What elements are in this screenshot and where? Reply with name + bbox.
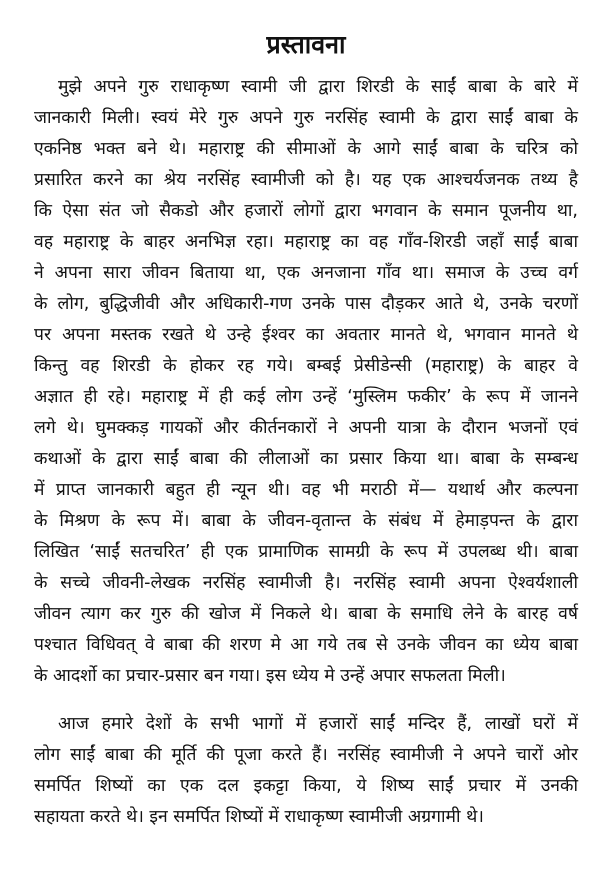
text-line: एकनिष्ठ भक्त बने थे। महाराष्ट्र की सीमाओं के आगे साईं बाबा के चरित्र को	[34, 139, 578, 159]
text-line: अज्ञात ही रहे। महाराष्ट्र में ही कई लोग उन्हें ‘मुस्लिम फकीर’ के रूप में जानने	[34, 387, 578, 407]
text-line: जीवन त्याग कर गुरु की खोज में निकले थे। बाबा के समाधि लेने के बारह वर्ष	[34, 604, 578, 624]
text-line: कथाओं के द्वारा साईं बाबा की लीलाओं का प्रसार किया था। बाबा के सम्बन्ध	[34, 449, 578, 469]
text-line: वह महाराष्ट्र के बाहर अनभिज्ञ रहा। महाराष्ट्र का वह गाँव-शिरडी जहाँ साईं बाबा	[34, 232, 578, 252]
text-line: के सच्चे जीवनी-लेखक नरसिंह स्वामीजी है। नरसिंह स्वामी अपना ऐश्वर्यशाली	[34, 573, 578, 593]
text-line: के आदर्शो का प्रचार-प्रसार बन गया। इस ध्येय मे उन्हें अपार सफलता मिली।	[34, 666, 506, 686]
text-line: के लोग, बुद्धिजीवी और अधिकारी-गण उनके पास दौड़कर आते थे, उनके चरणों	[34, 294, 578, 314]
text-line: लोग साईं बाबा की मूर्ति की पूजा करते हैं। नरसिंह स्वामीजी ने अपने चारों ओर	[34, 745, 578, 765]
text-line: जानकारी मिली। स्वयं मेरे गुरु अपने गुरु नरसिंह स्वामी के द्वारा साईं बाबा के	[34, 108, 578, 128]
paragraph-2	[34, 709, 578, 833]
text-line: समर्पित शिष्यों का एक दल इकट्टा किया, ये शिष्य साईं प्रचार में उनकी	[34, 776, 578, 796]
text-line: पश्चात विधिवत् वे बाबा की शरण मे आ गये तब से उनके जीवन का ध्येय बाबा	[34, 635, 578, 655]
paragraph-gap	[34, 692, 578, 709]
page-title: प्रस्तावना	[266, 30, 346, 59]
paragraph-1	[34, 72, 578, 692]
text-line: मुझे अपने गुरु राधाकृष्ण स्वामी जी द्वारा शिरडी के साईं बाबा के बारे में	[58, 77, 578, 97]
text-line: ने अपना सारा जीवन बिताया था, एक अनजाना गाँव था। समाज के उच्च वर्ग	[34, 263, 578, 283]
text-line: सहायता करते थे। इन समर्पित शिष्यों में राधाकृष्ण स्वामीजी अग्रगामी थे।	[34, 807, 484, 827]
text-line: आज हमारे देशों के सभी भागों में हजारों साईं मन्दिर हैं, लाखों घरों में	[58, 714, 578, 734]
text-line: कि ऐसा संत जो सैकडो और हजारों लोगों द्वारा भगवान के समान पूजनीय था,	[34, 201, 578, 221]
text-line: के मिश्रण के रूप में। बाबा के जीवन-वृतान्त के संबंध में हेमाड़पन्त के द्वारा	[34, 511, 578, 531]
text-line: किन्तु वह शिरडी के होकर रह गये। बम्बई प्रेसीडेन्सी (महाराष्ट्र) के बाहर वे	[34, 356, 578, 376]
text-line: में प्राप्त जानकारी बहुत ही न्यून थी। वह भी मराठी में— यथार्थ और कल्पना	[34, 480, 578, 500]
text-line: लिखित ‘साईं सतचरित’ ही एक प्रामाणिक सामग्री के रूप में उपलब्ध थी। बाबा	[34, 542, 578, 562]
text-line: प्रसारित करने का श्रेय नरसिंह स्वामीजी को है। यह एक आश्चर्यजनक तथ्य है	[34, 170, 578, 190]
text-line: पर अपना मस्तक रखते थे उन्हे ईश्वर का अवतार मानते थे, भगवान मानते थे	[34, 325, 578, 345]
text-line: लगे थे। घुमक्कड़ गायकों और कीर्तनकारों ने अपनी यात्रा के दौरान भजनों एवं	[34, 418, 578, 438]
document-page	[34, 28, 578, 833]
